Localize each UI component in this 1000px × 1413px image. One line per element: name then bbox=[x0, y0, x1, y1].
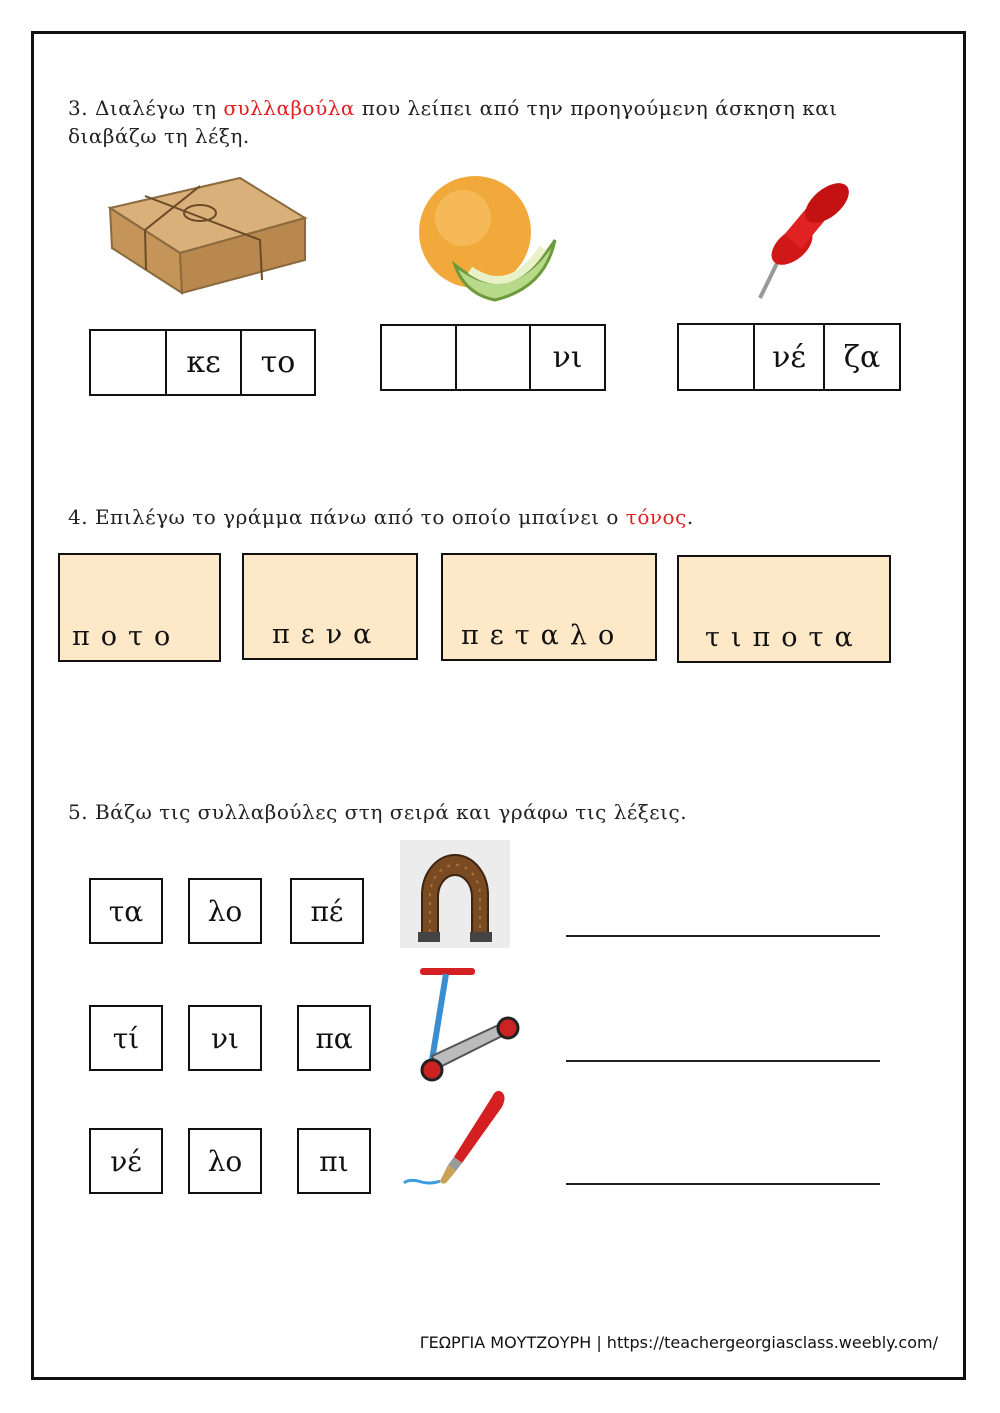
syllable-card[interactable]: λο bbox=[188, 1128, 262, 1194]
exercise-4-text-before: Επιλέγω το γράμμα πάνω από το οποίο μπαίνει ο bbox=[94, 505, 619, 529]
syllable-card[interactable]: τί bbox=[89, 1005, 163, 1071]
answer-line[interactable] bbox=[566, 935, 880, 937]
exercise-3-text-after: που λείπει από την προηγούμενη άσκηση και bbox=[361, 96, 838, 120]
exercise-4-instruction bbox=[68, 503, 948, 531]
accent-word[interactable]: πενα bbox=[272, 619, 383, 650]
accent-word-box[interactable] bbox=[242, 553, 418, 660]
exercise-3-line2: διαβάζω τη λέξη. bbox=[68, 124, 250, 148]
accent-word[interactable]: τιποτα bbox=[705, 622, 864, 653]
syllable-card[interactable]: λο bbox=[188, 878, 262, 944]
exercise-3-number: 3. bbox=[68, 96, 89, 120]
syllable-card[interactable]: πα bbox=[297, 1005, 371, 1071]
pushpin-image bbox=[752, 178, 862, 303]
exercise-4-highlight: τόνος bbox=[625, 505, 687, 529]
exercise-5-text: Βάζω τις συλλαβούλες στη σειρά και γράφω τις λέξεις. bbox=[94, 800, 688, 824]
syllable-card[interactable]: τα bbox=[89, 878, 163, 944]
accent-word-box[interactable] bbox=[441, 553, 657, 661]
syllable-card[interactable]: νι bbox=[188, 1005, 262, 1071]
syllable-slot: κε bbox=[167, 331, 242, 394]
accent-word[interactable]: πεταλο bbox=[461, 620, 626, 651]
answer-line[interactable] bbox=[566, 1183, 880, 1185]
footer-url[interactable]: https://teachergeorgiasclass.weebly.com/ bbox=[606, 1333, 938, 1352]
syllable-card[interactable]: νέ bbox=[89, 1128, 163, 1194]
syllable-slot-empty[interactable] bbox=[91, 331, 167, 394]
answer-line[interactable] bbox=[566, 1060, 880, 1062]
footer-separator: | bbox=[596, 1333, 602, 1352]
exercise-3-syllable-row-1 bbox=[89, 329, 316, 396]
footer-credit bbox=[420, 1333, 938, 1352]
syllable-slot-empty[interactable] bbox=[679, 325, 755, 389]
exercise-3-highlight: συλλαβούλα bbox=[223, 96, 355, 120]
syllable-card[interactable]: πέ bbox=[290, 878, 364, 944]
accent-word-box[interactable] bbox=[58, 553, 221, 662]
exercise-3-instruction bbox=[68, 94, 958, 150]
syllable-slot-empty[interactable] bbox=[457, 326, 531, 389]
exercise-4-number: 4. bbox=[68, 505, 89, 529]
syllable-slot: το bbox=[260, 345, 296, 380]
exercise-4-text-after: . bbox=[686, 505, 694, 529]
melon-image bbox=[415, 170, 560, 310]
accent-word[interactable]: ποτο bbox=[72, 621, 182, 652]
exercise-5-instruction bbox=[68, 798, 948, 826]
scooter-image bbox=[410, 960, 520, 1085]
exercise-3-syllable-row-3 bbox=[677, 323, 901, 391]
exercise-3-syllable-row-2 bbox=[380, 324, 606, 391]
accent-word-box[interactable] bbox=[677, 555, 891, 663]
syllable-card[interactable]: πι bbox=[297, 1128, 371, 1194]
parcel-image bbox=[100, 168, 315, 298]
footer-author: ΓΕΩΡΓΙΑ ΜΟΥΤΖΟΥΡΗ bbox=[419, 1333, 592, 1352]
syllable-slot: νέ bbox=[755, 325, 825, 389]
syllable-slot-empty[interactable] bbox=[382, 326, 457, 389]
exercise-5-number: 5. bbox=[68, 800, 89, 824]
paintbrush-image bbox=[400, 1085, 515, 1190]
horseshoe-image bbox=[400, 840, 510, 948]
syllable-slot: ζα bbox=[843, 339, 881, 375]
exercise-3-text-before: Διαλέγω τη bbox=[94, 96, 217, 120]
syllable-slot: νι bbox=[552, 340, 583, 375]
